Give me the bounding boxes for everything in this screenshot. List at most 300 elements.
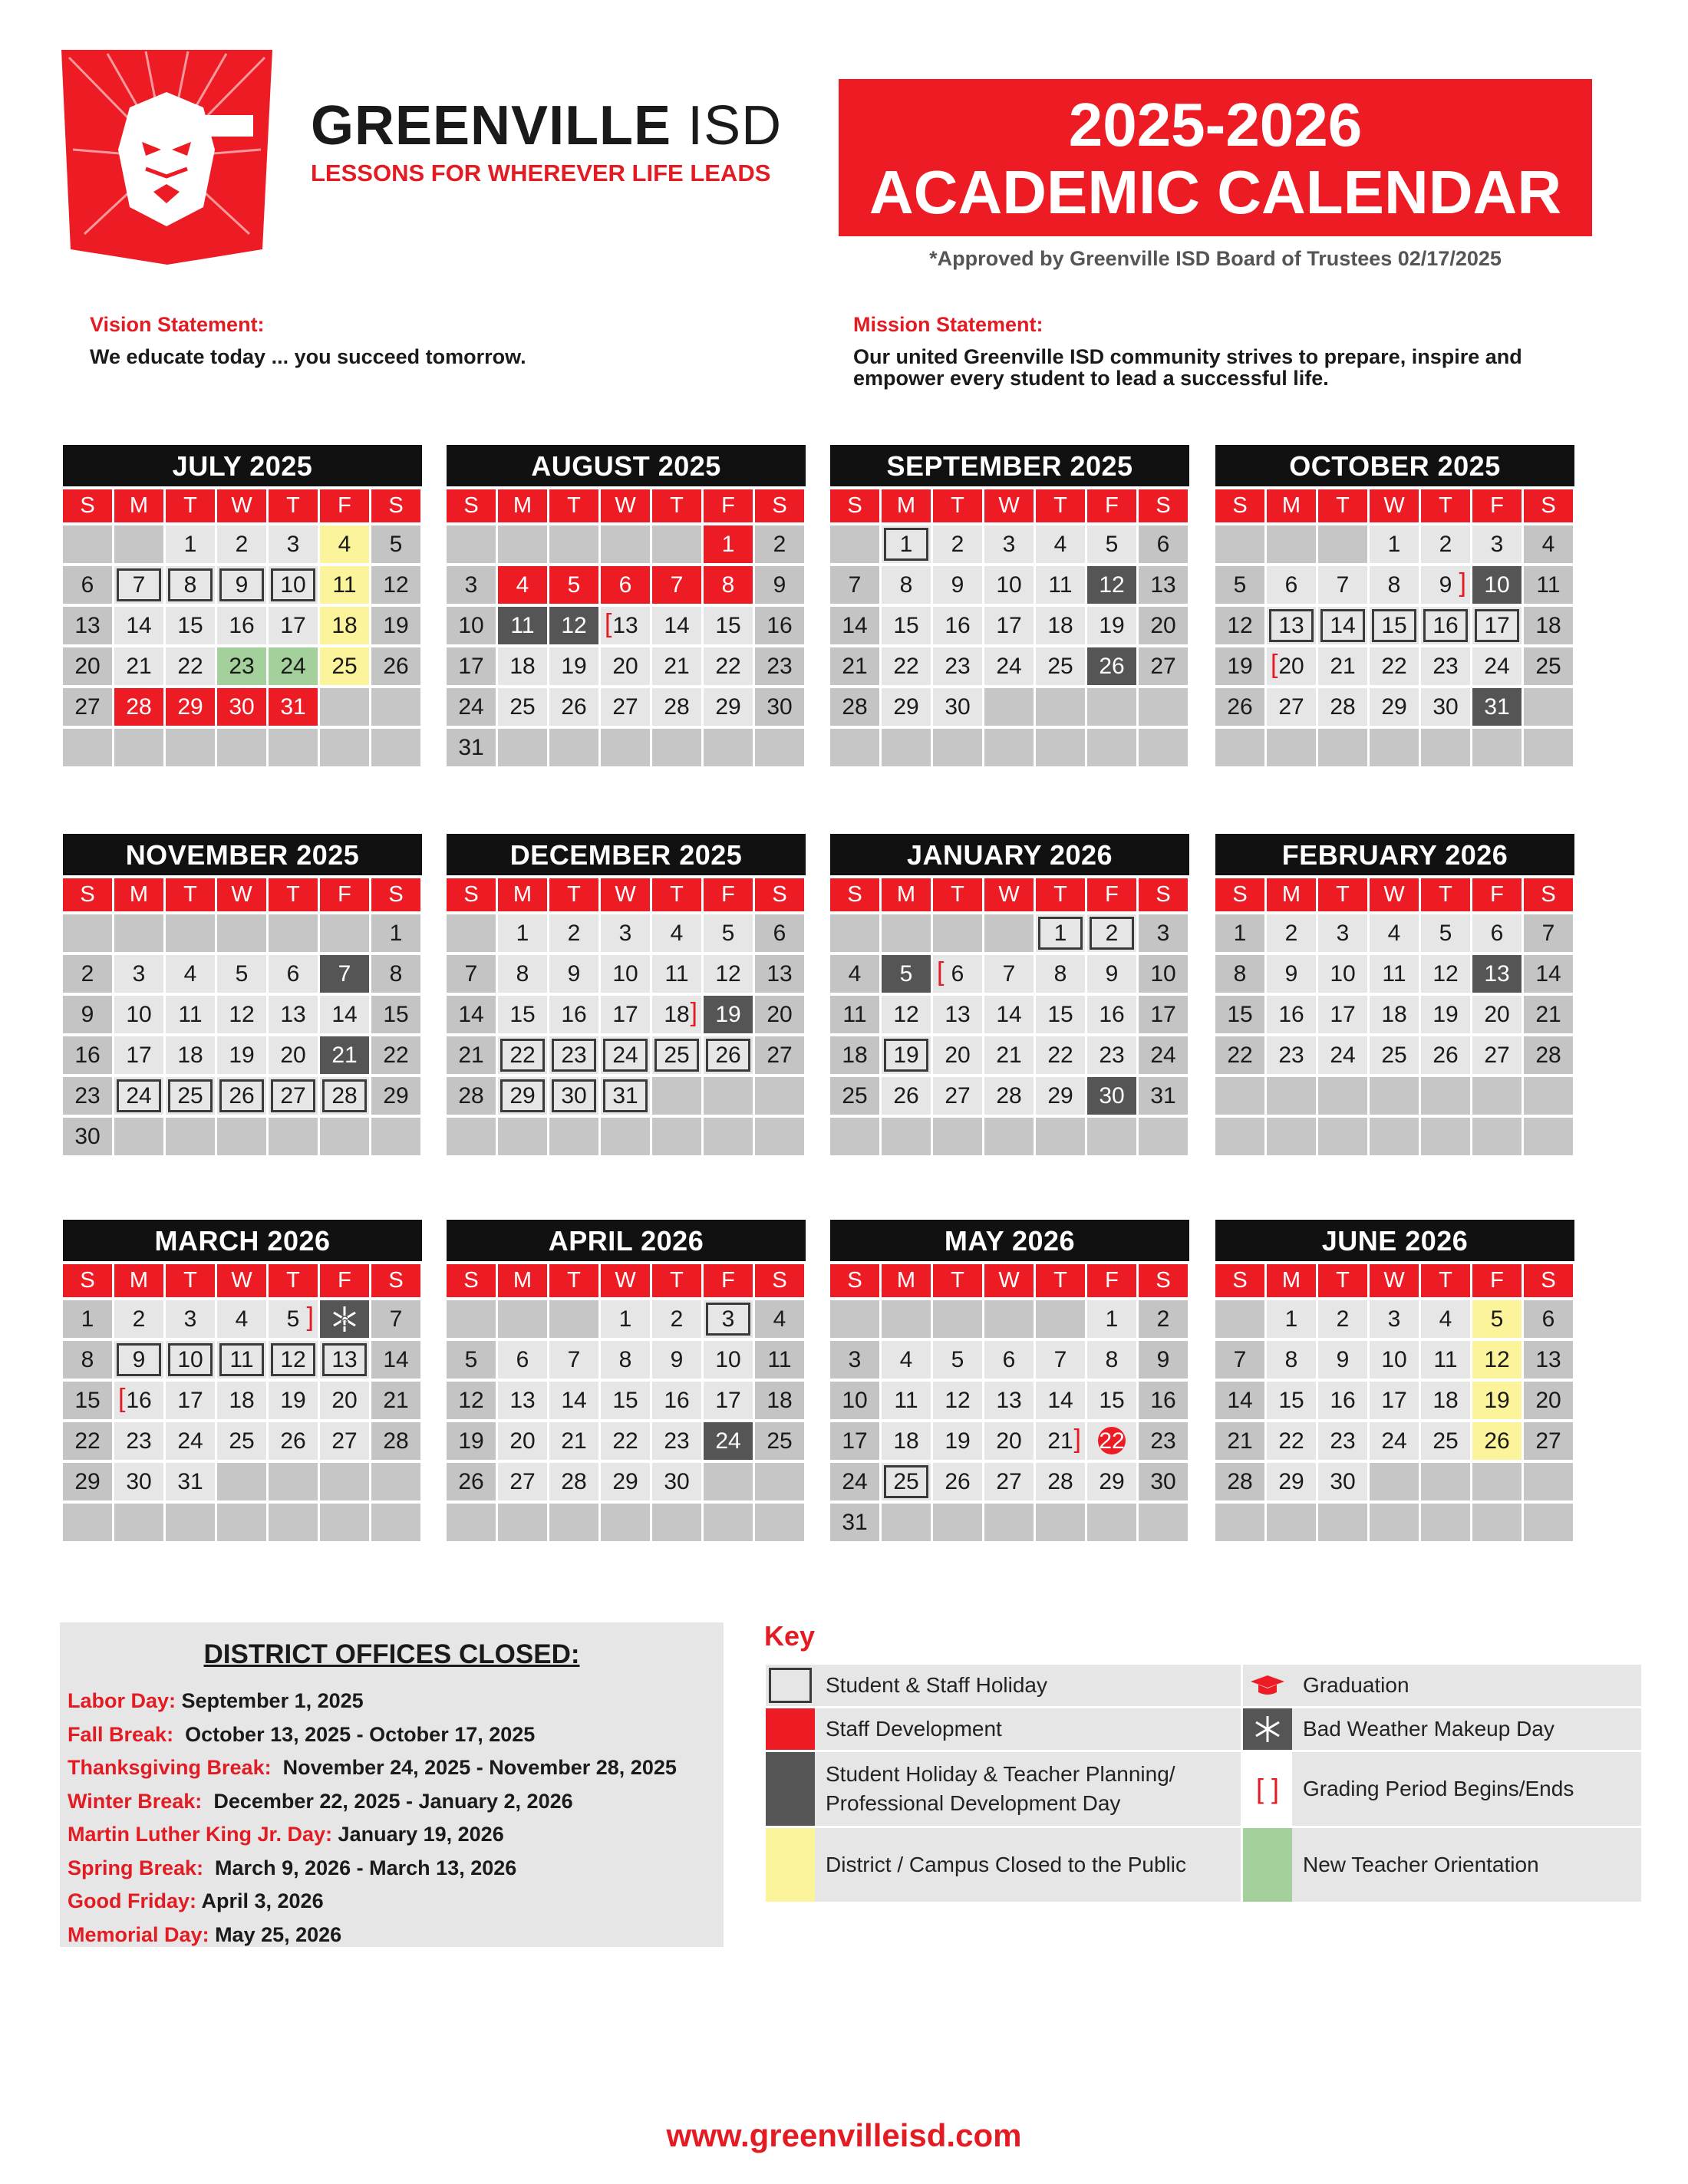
day-cell: 10	[601, 955, 650, 993]
day-cell: 9	[549, 955, 598, 993]
day-cell: 29	[1267, 1463, 1316, 1500]
empty-cell	[217, 914, 266, 952]
day-cell: 1	[1267, 1300, 1316, 1338]
day-cell: 19	[447, 1422, 496, 1460]
empty-cell	[933, 914, 982, 952]
closure-label: Labor Day:	[68, 1689, 176, 1712]
key-title: Key	[764, 1620, 816, 1652]
day-cell: 27	[63, 688, 112, 726]
day-cell: 27	[498, 1463, 547, 1500]
empty-cell	[1421, 1504, 1470, 1541]
weekday-header: T	[269, 878, 318, 911]
day-cell: 23	[1267, 1036, 1316, 1074]
key-item-bad-weather	[1243, 1708, 1641, 1750]
empty-cell	[830, 1118, 879, 1155]
empty-cell	[704, 1463, 753, 1500]
month-grid	[447, 878, 806, 1155]
day-cell: 14	[371, 1341, 420, 1379]
empty-cell	[498, 729, 547, 766]
day-cell: 23	[652, 1422, 701, 1460]
day-cell: 13	[1267, 607, 1316, 644]
day-cell: 17	[704, 1382, 753, 1419]
weekday-header: T	[1421, 1264, 1470, 1297]
day-cell: 20 [	[1267, 647, 1316, 685]
day-cell: 9	[217, 566, 266, 604]
mission-text: Our united Greenville ISD community strives to prepare, inspire and empower every student to lead a successful life.	[853, 345, 1522, 390]
empty-cell	[1215, 729, 1264, 766]
day-cell: 5	[1087, 525, 1136, 563]
day-cell: 28	[1524, 1036, 1573, 1074]
month-grid	[63, 489, 422, 766]
month-title: MARCH 2026	[63, 1220, 422, 1261]
day-cell: 20	[1472, 996, 1522, 1033]
empty-cell	[371, 729, 420, 766]
weekday-header: T	[1318, 1264, 1367, 1297]
grading-bracket: [	[937, 957, 945, 987]
day-cell: 13	[498, 1382, 547, 1419]
empty-cell	[549, 1504, 598, 1541]
weekday-header: S	[1139, 489, 1188, 522]
empty-cell	[652, 525, 701, 563]
weekday-header: M	[882, 489, 931, 522]
weekday-header: S	[447, 489, 496, 522]
day-cell: 21	[1215, 1422, 1264, 1460]
day-cell: 16	[1139, 1382, 1188, 1419]
month-title: OCTOBER 2025	[1215, 445, 1574, 486]
weekday-header: S	[63, 878, 112, 911]
day-cell: 6	[498, 1341, 547, 1379]
day-cell: 6	[1267, 566, 1316, 604]
empty-cell	[269, 1463, 318, 1500]
grading-bracket: [	[118, 1384, 126, 1413]
day-cell: 13	[269, 996, 318, 1033]
office-closure-item	[68, 1852, 724, 1886]
approval-note: *Approved by Greenville ISD Board of Trustees 02/17/2025	[929, 247, 1502, 270]
vision-label: Vision Statement:	[90, 313, 265, 336]
day-cell: 23	[933, 647, 982, 685]
weekday-header: W	[1370, 489, 1419, 522]
empty-cell	[63, 729, 112, 766]
day-cell: 1	[704, 525, 753, 563]
day-cell: 20	[269, 1036, 318, 1074]
day-cell: 24	[704, 1422, 753, 1460]
day-cell: 3	[447, 566, 496, 604]
empty-cell	[114, 914, 163, 952]
day-cell: 19	[933, 1422, 982, 1460]
day-cell: 31	[1139, 1077, 1188, 1115]
weekday-header: T	[1036, 489, 1085, 522]
day-cell: 22	[601, 1422, 650, 1460]
day-cell: 24	[601, 1036, 650, 1074]
empty-cell	[114, 1118, 163, 1155]
day-cell: 16	[933, 607, 982, 644]
day-cell: 22	[1087, 1422, 1136, 1460]
day-cell: 31	[830, 1504, 879, 1541]
day-cell: 27	[601, 688, 650, 726]
key-label: Student Holiday & Teacher Planning/ Professional Development Day	[826, 1762, 1175, 1815]
day-cell: 18	[166, 1036, 215, 1074]
weekday-header: T	[1421, 878, 1470, 911]
day-cell: 12	[447, 1382, 496, 1419]
day-cell: 17	[447, 647, 496, 685]
weekday-header: T	[1036, 1264, 1085, 1297]
key-row	[766, 1665, 1610, 1706]
day-cell: 22	[882, 647, 931, 685]
empty-cell	[1215, 1118, 1264, 1155]
day-cell: 5	[371, 525, 420, 563]
empty-cell	[371, 1118, 420, 1155]
empty-cell	[1215, 1504, 1264, 1541]
empty-cell	[704, 1118, 753, 1155]
day-cell: 3	[166, 1300, 215, 1338]
day-cell: 12	[371, 566, 420, 604]
day-cell: 13	[984, 1382, 1034, 1419]
day-cell: 3	[984, 525, 1034, 563]
empty-cell	[1139, 688, 1188, 726]
day-cell: 15	[371, 996, 420, 1033]
empty-cell	[1370, 729, 1419, 766]
empty-cell	[984, 729, 1034, 766]
key-label: Graduation	[1303, 1673, 1409, 1698]
empty-cell	[1267, 1077, 1316, 1115]
month-title: DECEMBER 2025	[447, 834, 806, 875]
closure-label: Thanksgiving Break:	[68, 1756, 272, 1779]
day-cell: 15	[1215, 996, 1264, 1033]
day-cell: 23	[1139, 1422, 1188, 1460]
day-cell: 16	[1318, 1382, 1367, 1419]
day-cell: 2	[1267, 914, 1316, 952]
key-label: Bad Weather Makeup Day	[1303, 1717, 1554, 1741]
empty-cell	[217, 1463, 266, 1500]
day-cell: 23	[755, 647, 804, 685]
day-cell: 10	[114, 996, 163, 1033]
day-cell: 17	[1472, 607, 1522, 644]
greenville-lion-logo	[61, 42, 272, 265]
day-cell: 1	[1036, 914, 1085, 952]
weekday-header: M	[498, 1264, 547, 1297]
day-cell: 4	[320, 525, 369, 563]
day-cell: 13 [	[601, 607, 650, 644]
day-cell: 23	[114, 1422, 163, 1460]
day-cell: 22	[63, 1422, 112, 1460]
day-cell: 25	[166, 1077, 215, 1115]
key-label: Staff Development	[826, 1717, 1002, 1741]
day-cell: 17	[1370, 1382, 1419, 1419]
month-title: MAY 2026	[830, 1220, 1189, 1261]
empty-cell	[498, 525, 547, 563]
day-cell: 5	[447, 1341, 496, 1379]
empty-cell	[114, 525, 163, 563]
district-closed-swatch	[766, 1828, 815, 1902]
empty-cell	[549, 1300, 598, 1338]
day-cell: 31	[1472, 688, 1522, 726]
month-grid	[1215, 1264, 1574, 1541]
month-calendar	[830, 1220, 1189, 1541]
day-cell: 22	[498, 1036, 547, 1074]
empty-cell	[166, 729, 215, 766]
empty-cell	[830, 1300, 879, 1338]
day-cell: 5	[1472, 1300, 1522, 1338]
staff-development-swatch	[766, 1708, 815, 1750]
day-cell: 15	[1267, 1382, 1316, 1419]
month-grid	[1215, 489, 1574, 766]
weekday-header: S	[447, 1264, 496, 1297]
day-cell: 5	[704, 914, 753, 952]
empty-cell	[1139, 729, 1188, 766]
day-cell: 4	[882, 1341, 931, 1379]
weekday-header: F	[320, 878, 369, 911]
day-cell: 16	[1267, 996, 1316, 1033]
weekday-header: F	[704, 878, 753, 911]
day-cell: 15	[498, 996, 547, 1033]
empty-cell	[1036, 1118, 1085, 1155]
day-cell: 17	[601, 996, 650, 1033]
day-cell: 14	[114, 607, 163, 644]
empty-cell	[882, 1504, 931, 1541]
weekday-header: M	[1267, 1264, 1316, 1297]
day-cell: 10	[1139, 955, 1188, 993]
weekday-header: W	[217, 878, 266, 911]
day-cell: 25	[498, 688, 547, 726]
day-cell: 4	[830, 955, 879, 993]
day-cell: 28	[447, 1077, 496, 1115]
day-cell: 9	[114, 1341, 163, 1379]
weekday-header: W	[984, 489, 1034, 522]
month-title: NOVEMBER 2025	[63, 834, 422, 875]
day-cell: 30	[63, 1118, 112, 1155]
empty-cell	[755, 1504, 804, 1541]
empty-cell	[1215, 1300, 1264, 1338]
day-cell: 8	[1370, 566, 1419, 604]
day-cell: 30	[1421, 688, 1470, 726]
weekday-header: S	[755, 878, 804, 911]
day-cell: 8	[1267, 1341, 1316, 1379]
day-cell: 16 [	[114, 1382, 163, 1419]
day-cell: 1	[1215, 914, 1264, 952]
empty-cell	[549, 525, 598, 563]
day-cell: 26	[933, 1463, 982, 1500]
day-cell: 27	[755, 1036, 804, 1074]
empty-cell	[1036, 1300, 1085, 1338]
closure-dates: January 19, 2026	[332, 1823, 504, 1846]
weekday-header: S	[830, 878, 879, 911]
closure-label: Fall Break:	[68, 1722, 174, 1746]
day-cell: 16	[755, 607, 804, 644]
month-title: JUNE 2026	[1215, 1220, 1574, 1261]
empty-cell	[320, 914, 369, 952]
day-cell: 1	[498, 914, 547, 952]
empty-cell	[217, 1504, 266, 1541]
day-cell: 11	[217, 1341, 266, 1379]
day-cell: 2	[755, 525, 804, 563]
weekday-header: S	[830, 489, 879, 522]
day-cell: 12	[1421, 955, 1470, 993]
empty-cell	[371, 688, 420, 726]
weekday-header: F	[1472, 489, 1522, 522]
office-closure-item	[68, 1785, 724, 1819]
empty-cell	[933, 1300, 982, 1338]
empty-cell	[984, 688, 1034, 726]
month-grid	[63, 878, 422, 1155]
day-cell: 24	[1139, 1036, 1188, 1074]
day-cell: 13	[1472, 955, 1522, 993]
snowflake-icon	[1243, 1708, 1292, 1750]
day-cell: 23	[1318, 1422, 1367, 1460]
weekday-header: T	[1318, 878, 1367, 911]
weekday-header: S	[63, 489, 112, 522]
day-cell: 6	[1524, 1300, 1573, 1338]
weekday-header: S	[755, 1264, 804, 1297]
day-cell: 3	[1370, 1300, 1419, 1338]
weekday-header: S	[1139, 1264, 1188, 1297]
empty-cell	[1139, 1118, 1188, 1155]
month-calendar	[1215, 445, 1574, 766]
day-cell: 10	[269, 566, 318, 604]
closure-label: Good Friday:	[68, 1889, 196, 1912]
empty-cell	[1318, 1504, 1367, 1541]
day-cell: 19	[371, 607, 420, 644]
day-cell: 23	[549, 1036, 598, 1074]
empty-cell	[1370, 1118, 1419, 1155]
month-grid	[1215, 878, 1574, 1155]
empty-cell	[1421, 1077, 1470, 1115]
day-cell: 14	[1524, 955, 1573, 993]
empty-cell	[320, 1463, 369, 1500]
empty-cell	[498, 1504, 547, 1541]
day-cell: 28	[114, 688, 163, 726]
empty-cell	[933, 1118, 982, 1155]
weekday-header: S	[63, 1264, 112, 1297]
weekday-header: T	[933, 1264, 982, 1297]
day-cell: 16	[217, 607, 266, 644]
day-cell: 31	[447, 729, 496, 766]
weekday-header: S	[371, 1264, 420, 1297]
closure-dates: November 24, 2025 - November 28, 2025	[271, 1756, 677, 1779]
day-cell: 14	[447, 996, 496, 1033]
day-cell: 29	[882, 688, 931, 726]
empty-cell	[652, 1077, 701, 1115]
day-cell: 19	[1215, 647, 1264, 685]
weekday-header: M	[498, 489, 547, 522]
empty-cell	[1524, 1077, 1573, 1115]
day-cell: 26	[549, 688, 598, 726]
empty-cell	[755, 1077, 804, 1115]
empty-cell	[984, 914, 1034, 952]
weekday-header: F	[1087, 878, 1136, 911]
day-cell: 1	[1370, 525, 1419, 563]
day-cell: 20	[320, 1382, 369, 1419]
day-cell: 28	[830, 688, 879, 726]
empty-cell	[1215, 1077, 1264, 1115]
day-cell: 8	[63, 1341, 112, 1379]
legend-key	[766, 1665, 1610, 1904]
day-cell: 11	[1524, 566, 1573, 604]
empty-cell	[447, 914, 496, 952]
weekday-header: F	[320, 1264, 369, 1297]
empty-cell	[882, 729, 931, 766]
website-link[interactable]: www.greenvilleisd.com	[666, 2117, 1022, 2153]
district-offices-closed	[60, 1622, 724, 1947]
day-cell: 25	[1036, 647, 1085, 685]
day-cell: 10	[984, 566, 1034, 604]
key-item-new-teacher	[1243, 1828, 1641, 1902]
month-grid	[447, 489, 806, 766]
empty-cell	[447, 1300, 496, 1338]
closure-dates: April 3, 2026	[196, 1889, 324, 1912]
day-cell: 18	[217, 1382, 266, 1419]
day-cell: 25	[882, 1463, 931, 1500]
weekday-header: S	[1215, 489, 1264, 522]
day-cell: 2	[63, 955, 112, 993]
day-cell: 3	[114, 955, 163, 993]
closure-label: Spring Break:	[68, 1856, 204, 1879]
weekday-header: W	[984, 1264, 1034, 1297]
empty-cell	[984, 1504, 1034, 1541]
day-cell: 26	[1087, 647, 1136, 685]
month-calendar	[447, 445, 806, 766]
day-cell: 18	[1421, 1382, 1470, 1419]
weekday-header: M	[114, 1264, 163, 1297]
day-cell: 25	[217, 1422, 266, 1460]
day-cell: 25	[320, 647, 369, 685]
day-cell: 29	[371, 1077, 420, 1115]
day-cell: 6	[63, 566, 112, 604]
bracket-icon: [ ]	[1243, 1752, 1292, 1826]
day-cell: 7	[320, 955, 369, 993]
grading-bracket: [	[1271, 650, 1278, 679]
day-cell: 10	[166, 1341, 215, 1379]
empty-cell	[269, 729, 318, 766]
day-cell: 19	[217, 1036, 266, 1074]
day-cell: 8	[371, 955, 420, 993]
day-cell: 11	[830, 996, 879, 1033]
closure-dates: October 13, 2025 - October 17, 2025	[173, 1722, 536, 1746]
empty-cell	[447, 1118, 496, 1155]
day-cell: 22	[371, 1036, 420, 1074]
empty-cell	[1318, 525, 1367, 563]
day-cell: 28	[371, 1422, 420, 1460]
day-cell: 9	[1267, 955, 1316, 993]
day-cell: 6	[984, 1341, 1034, 1379]
day-cell: 25	[755, 1422, 804, 1460]
day-cell: 13	[755, 955, 804, 993]
calendar-title-years: 2025-2026	[1068, 91, 1363, 159]
day-cell: 9	[63, 996, 112, 1033]
day-cell: 11	[755, 1341, 804, 1379]
day-cell: 6	[755, 914, 804, 952]
key-label: Student & Staff Holiday	[826, 1673, 1047, 1698]
empty-cell	[1318, 1118, 1367, 1155]
weekday-header: M	[114, 878, 163, 911]
day-cell: 31	[269, 688, 318, 726]
grading-bracket: ]	[306, 1303, 314, 1332]
new-teacher-swatch	[1243, 1828, 1292, 1902]
empty-cell	[704, 1504, 753, 1541]
month-title: SEPTEMBER 2025	[830, 445, 1189, 486]
day-cell: 12	[549, 607, 598, 644]
key-label: District / Campus Closed to the Public	[826, 1853, 1186, 1877]
office-closure-item	[68, 1685, 724, 1718]
day-cell: 26	[447, 1463, 496, 1500]
grading-bracket: ]	[1073, 1425, 1081, 1454]
month-title: AUGUST 2025	[447, 445, 806, 486]
day-cell: 11	[1036, 566, 1085, 604]
day-cell: 21	[114, 647, 163, 685]
empty-cell	[166, 914, 215, 952]
weekday-header: T	[166, 489, 215, 522]
day-cell: 26	[704, 1036, 753, 1074]
empty-cell	[1215, 525, 1264, 563]
